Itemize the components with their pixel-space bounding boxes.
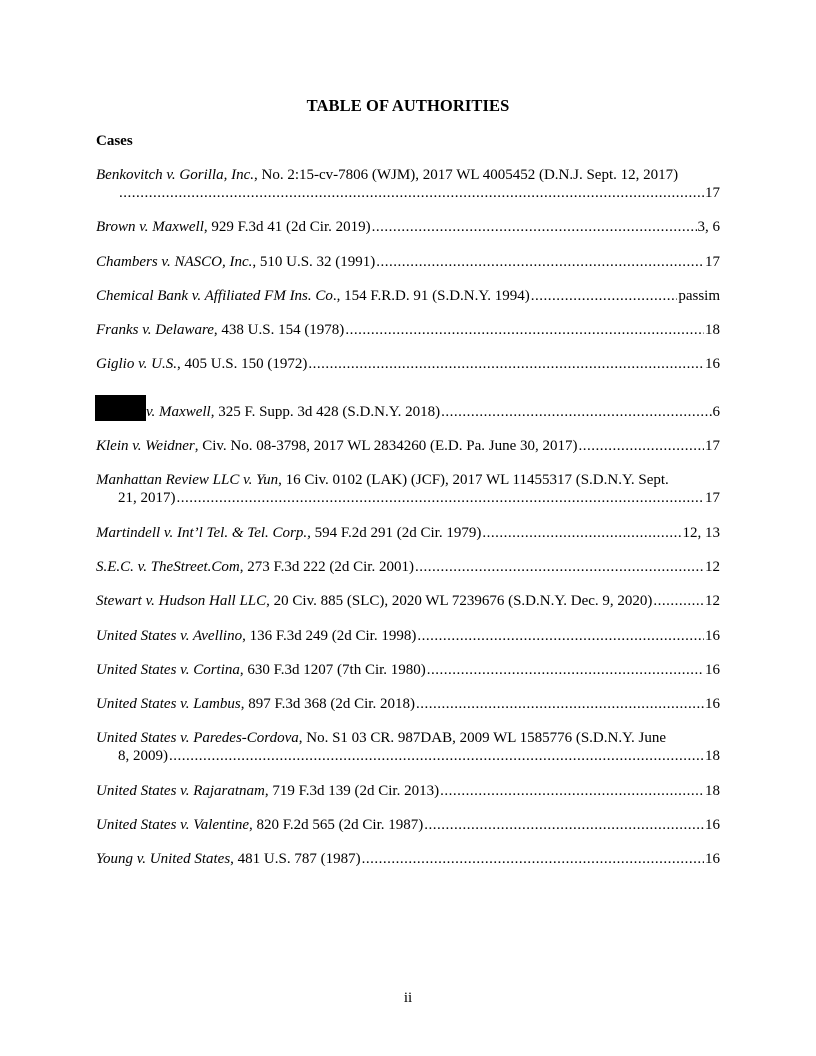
- citation: , 481 U.S. 787 (1987): [230, 851, 361, 868]
- case-name: Chambers v. NASCO, Inc.: [96, 253, 253, 270]
- case-name: Manhattan Review LLC v. Yun: [96, 472, 279, 489]
- authority-entry: [96, 524, 720, 542]
- case-name: S.E.C. v. TheStreet.Com: [96, 558, 240, 575]
- case-name: United States v. Paredes-Cordova: [96, 730, 299, 747]
- leader-dots: [482, 524, 681, 542]
- authority-entry: [96, 816, 720, 834]
- page-title: TABLE OF AUTHORITIES: [306, 96, 510, 115]
- leader-dots: [531, 287, 678, 305]
- leader-dots: [169, 747, 704, 765]
- case-name: Klein v. Weidner: [96, 438, 195, 455]
- citation: , 136 F.3d 249 (2d Cir. 1998): [242, 627, 417, 644]
- citation: , 929 F.3d 41 (2d Cir. 2019): [203, 219, 371, 236]
- case-name: Benkovitch v. Gorilla, Inc.: [96, 167, 254, 183]
- authority-entry: [96, 729, 720, 765]
- authority-entry: [96, 218, 720, 236]
- citation: , No. 2:15-cv-7806 (WJM), 2017 WL 4005452 (D.N.J. Sept. 12, 2017): [254, 167, 679, 183]
- leader-dots: [415, 558, 704, 576]
- authority-entry: [96, 661, 720, 679]
- citation: , 16 Civ. 0102 (LAK) (JCF), 2017 WL 11455317 (S.D.N.Y. Sept.: [278, 472, 669, 489]
- authority-entry: [96, 782, 720, 800]
- section-heading-cases: Cases: [96, 133, 133, 149]
- page-reference: 18: [705, 322, 720, 339]
- page-reference: 6: [712, 403, 720, 420]
- case-name: United States v. Valentine: [96, 817, 250, 834]
- case-name: v. Maxwell: [146, 403, 211, 420]
- leader-dots: [376, 253, 704, 271]
- citation-continued: 8, 2009): [118, 748, 168, 765]
- case-name: United States v. Rajaratnam: [96, 782, 265, 799]
- authorities-list: [96, 166, 720, 885]
- leader-dots: [177, 489, 705, 507]
- leader-dots: [417, 627, 704, 645]
- citation: , Civ. No. 08-3798, 2017 WL 2834260 (E.D. Pa. June 30, 2017): [194, 438, 578, 455]
- authority-entry: [96, 471, 720, 507]
- page-reference: 16: [705, 627, 720, 644]
- leader-dots: [441, 403, 711, 421]
- case-name: Franks v. Delaware: [96, 322, 214, 339]
- authority-entry: [96, 253, 720, 271]
- redaction-block: [95, 395, 146, 421]
- leader-dots: [345, 321, 704, 339]
- citation: , 897 F.3d 368 (2d Cir. 2018): [240, 696, 415, 713]
- citation: , 325 F. Supp. 3d 428 (S.D.N.Y. 2018): [210, 403, 441, 420]
- page-reference: 12: [705, 593, 720, 610]
- case-name: Martindell v. Int’l Tel. & Tel. Corp.,: [96, 524, 311, 541]
- citation: , 719 F.3d 139 (2d Cir. 2013): [264, 782, 440, 799]
- case-name: Brown v. Maxwell: [96, 219, 204, 236]
- leader-dots: [362, 850, 704, 868]
- leader-dots: [440, 782, 704, 800]
- page-reference: 12: [705, 558, 720, 575]
- citation-continued: 21, 2017): [118, 490, 176, 507]
- authority-entry: [96, 390, 720, 421]
- leader-dots: [308, 355, 704, 373]
- citation: , 405 U.S. 150 (1972): [176, 356, 308, 373]
- leader-dots: [372, 218, 697, 236]
- page-reference: 18: [705, 782, 720, 799]
- page-reference: passim: [678, 287, 720, 304]
- page-number: ii: [403, 990, 413, 1006]
- case-name: United States v. Lambus: [96, 696, 241, 713]
- citation: 594 F.2d 291 (2d Cir. 1979): [310, 524, 482, 541]
- leader-dots: [578, 437, 704, 455]
- authority-entry: [96, 695, 720, 713]
- citation: , 820 F.2d 565 (2d Cir. 1987): [249, 817, 424, 834]
- authority-entry: [96, 355, 720, 373]
- authority-entry: [96, 627, 720, 645]
- authority-entry: [96, 558, 720, 576]
- authority-entry: [96, 166, 720, 202]
- authority-entry: [96, 850, 720, 868]
- citation: , 510 U.S. 32 (1991): [252, 253, 376, 270]
- citation: , 438 U.S. 154 (1978): [213, 322, 345, 339]
- leader-dots: [416, 695, 704, 713]
- citation: , 20 Civ. 885 (SLC), 2020 WL 7239676 (S.D.N.Y. Dec. 9, 2020): [266, 593, 653, 610]
- case-name: United States v. Avellino: [96, 627, 243, 644]
- page-reference: 17: [705, 185, 720, 201]
- citation: , 273 F.3d 222 (2d Cir. 2001): [239, 558, 414, 575]
- page-reference: 18: [705, 748, 720, 765]
- page-reference: 12, 13: [682, 524, 720, 541]
- case-name: United States v. Cortina: [96, 661, 240, 678]
- leader-dots: [653, 592, 704, 610]
- page-reference: 17: [705, 253, 720, 270]
- case-name: Giglio v. U.S.: [96, 356, 177, 373]
- citation: ., 154 F.R.D. 91 (S.D.N.Y. 1994): [332, 287, 530, 304]
- page-reference: 16: [705, 356, 720, 373]
- page-reference: 17: [705, 438, 720, 455]
- leader-dots: [119, 184, 704, 202]
- citation: , 630 F.3d 1207 (7th Cir. 1980): [239, 661, 426, 678]
- authority-entry: [96, 592, 720, 610]
- authority-entry: [96, 287, 720, 305]
- authority-entry: [96, 437, 720, 455]
- citation: , No. S1 03 CR. 987DAB, 2009 WL 1585776 (S.D.N.Y. June: [298, 730, 666, 747]
- page-reference: 16: [705, 851, 720, 868]
- case-name: Stewart v. Hudson Hall LLC: [96, 593, 267, 610]
- case-name: Young v. United States: [96, 851, 231, 868]
- leader-dots: [424, 816, 704, 834]
- page-reference: 16: [705, 817, 720, 834]
- authority-entry: [96, 321, 720, 339]
- page-reference: 17: [705, 490, 720, 507]
- page-reference: 3, 6: [697, 219, 720, 236]
- page-reference: 16: [705, 696, 720, 713]
- page-reference: 16: [705, 661, 720, 678]
- case-name: Chemical Bank v. Affiliated FM Ins. Co: [96, 287, 333, 304]
- leader-dots: [427, 661, 704, 679]
